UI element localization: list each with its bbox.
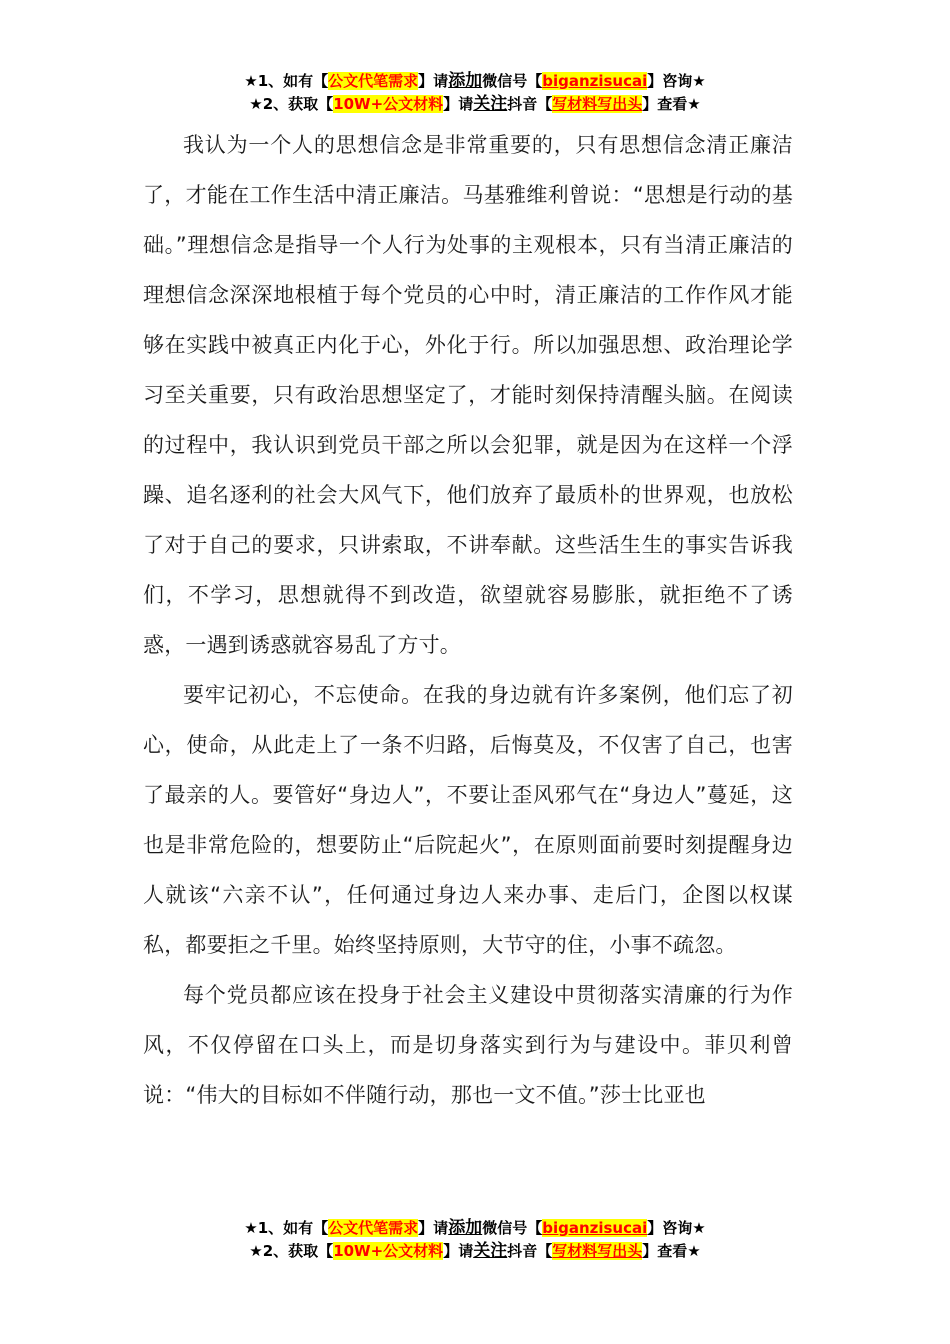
douyin-account: 写材料写出头 [552,95,643,113]
banner-text: 】请 [418,72,449,90]
footer-banner [0,1217,950,1263]
highlight-service: 公文代笔需求 [328,72,419,90]
douyin-account: 写材料写出头 [552,1242,643,1260]
banner-text: 】查看★ [642,1242,701,1260]
emphasis-add: 添加 [448,1218,483,1238]
banner-text: ★2、获取【 [249,1242,334,1260]
banner-text: 】咨询★ [647,72,706,90]
footer-banner-line-2 [0,1240,950,1263]
wechat-id: biganzisucai [542,72,648,90]
banner-text: 】请 [443,1242,474,1260]
banner-text: 】请 [418,1219,449,1237]
header-banner [0,70,950,116]
paragraph: 要牢记初心，不忘使命。在我的身边就有许多案例，他们忘了初心，使命，从此走上了一条不归路，后悔莫及，不仅害了自己，也害了最亲的人。要管好“身边人”，不要让歪风邪气在“身边人”蔓延，这也是非常危险的，想要防止“后院起火”，在原则面前要时刻提醒身边人就该“六亲不认”，任何通过身边人来办事、走后门，企图以权谋私，都要拒之千里。始终坚持原则，大节守的住，小事不疏忽。 [143,683,793,957]
footer-banner-line-1 [0,1217,950,1240]
paragraph: 我认为一个人的思想信念是非常重要的，只有思想信念清正廉洁了，才能在工作生活中清正廉洁。马基雅维利曾说：“思想是行动的基础。”理想信念是指导一个人行为处事的主观根本，只有当清正廉洁的理想信念深深地根植于每个党员的心中时，清正廉洁的工作作风才能够在实践中被真正内化于心，外化于行。所以加强思想、政治理论学习至关重要，只有政治思想坚定了，才能时刻保持清醒头脑。在阅读的过程中，我认识到党员干部之所以会犯罪，就是因为在这样一个浮躁、追名逐利的社会大风气下，他们放弃了最质朴的世界观，也放松了对于自己的要求，只讲索取，不讲奉献。这些活生生的事实告诉我们，不学习，思想就得不到改造，欲望就容易膨胀，就拒绝不了诱惑，一遇到诱惑就容易乱了方寸。 [143,133,793,657]
banner-text: 】查看★ [642,95,701,113]
emphasis-follow: 关注 [473,94,508,114]
emphasis-follow: 关注 [473,1241,508,1261]
highlight-materials: 10W+公文材料 [333,95,444,113]
highlight-materials: 10W+公文材料 [333,1242,444,1260]
paragraph: 每个党员都应该在投身于社会主义建设中贯彻落实清廉的行为作风，不仅停留在口头上，而是切身落实到行为与建设中。菲贝利曾说：“伟大的目标如不伴随行动，那也一文不值。”莎士比亚也 [143,983,793,1107]
banner-text: 微信号【 [482,72,543,90]
banner-text: ★2、获取【 [249,95,334,113]
banner-text: ★1、如有【 [244,1219,329,1237]
document-body [143,120,793,1120]
banner-text: 抖音【 [507,95,553,113]
emphasis-add: 添加 [448,71,483,91]
wechat-id: biganzisucai [542,1219,648,1237]
banner-text: ★1、如有【 [244,72,329,90]
banner-text: 】咨询★ [647,1219,706,1237]
header-banner-line-2 [0,93,950,116]
banner-text: 抖音【 [507,1242,553,1260]
header-banner-line-1 [0,70,950,93]
highlight-service: 公文代笔需求 [328,1219,419,1237]
banner-text: 微信号【 [482,1219,543,1237]
banner-text: 】请 [443,95,474,113]
